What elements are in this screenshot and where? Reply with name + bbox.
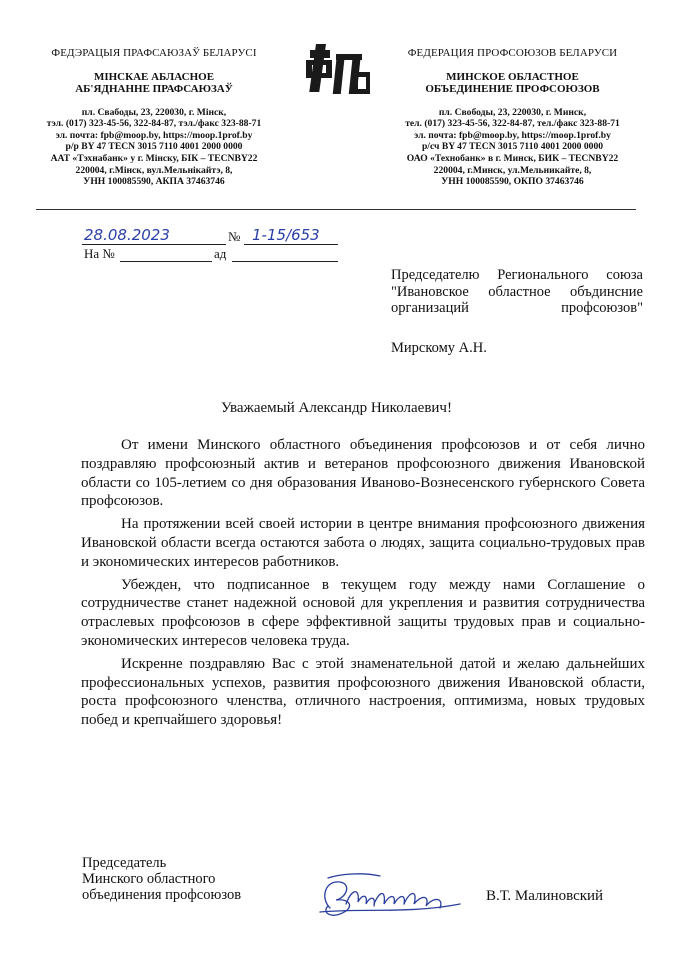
signatory-title-line2: Минского областного (82, 871, 216, 887)
handwritten-signature (300, 868, 480, 926)
reply-ad-label: ад (214, 246, 227, 261)
signatory-title-line3: объединения профсоюзов (82, 887, 242, 903)
signatory-name: В.Т. Малиновский (486, 888, 604, 904)
org-name-line2-by: АБ'ЯДНАННЕ ПРАФСАЮЗАЎ (75, 83, 233, 96)
addressee: Председателю Регионального союза "Ивановское областное объдинсние организаций профсоюзов" (391, 267, 643, 316)
fpb-logo (302, 44, 376, 104)
org-name-line1-by: МІНСКАЕ АБЛАСНОЕ (93, 70, 215, 83)
bank-ru: ОАО «Технобанк» в г. Минск, БИК – TECNBY22 (406, 152, 619, 164)
bank-address-ru: 220004, г.Минск, ул.Мельникайте, 8, (433, 164, 592, 176)
letter-date: 28.08.2023 (84, 226, 170, 244)
account-ru: р/сч BY 47 TECN 3015 7110 4001 2000 0000 (421, 141, 604, 153)
salutation: Уважаемый Александр Николаевич! (221, 400, 452, 416)
account-by: р/р BY 47 TECN 3015 7110 4001 2000 0000 (65, 141, 243, 153)
letter-body (81, 436, 645, 734)
reply-number-line (120, 260, 212, 262)
federation-name-ru: ФЕДЕРАЦИЯ ПРОФСОЮЗОВ БЕЛАРУСИ (407, 47, 618, 59)
reply-label: На № (84, 246, 115, 261)
email-ru: эл. почта: fpb@moop.by, https://moop.1prof.by (414, 129, 611, 141)
phone-by: тэл. (017) 323-45-56, 322-84-87, тэл./факс 323-88-71 (46, 118, 262, 130)
paragraph-3: Убежден, что подписанное в текущем году между нами Соглашение о сотрудничестве станет надежной основой для укрепления и развития сотрудничества отраслевых профсоюзов в сфере эффективной защиты трудовых прав и социально-экономических интересов человека труда. (81, 576, 645, 649)
email-by: эл. почта: fpb@moop.by, https://moop.1prof.by (55, 129, 253, 141)
letter-number: 1-15/653 (252, 226, 320, 244)
header-divider (36, 209, 636, 210)
header-left (18, 48, 290, 188)
bank-address-by: 220004, г.Мінск, вул.Мельнікайтэ, 8, (75, 164, 233, 176)
reply-date-line (232, 260, 338, 262)
address-by: пл. Свабоды, 23, 220030, г. Мінск, (81, 106, 227, 118)
signatory-title-line1: Председатель (82, 855, 167, 871)
paragraph-2: На протяжении всей своей истории в центре внимания профсоюзного движения Ивановской области всегда остаются забота о людях, защита социально-трудовых прав и экономических интересов работников. (81, 516, 645, 570)
number-label: № (228, 229, 241, 244)
paragraph-1: От имени Минского областного объединения профсоюзов и от себя лично поздравляю профсоюзный актив и ветеранов профсоюзного движения Ивановской области со 105-летием со дня образования Иваново-Вознесенского губернского Совета профсоюзов. (81, 437, 645, 510)
federation-name-by: ФЕДЭРАЦЫЯ ПРАФСАЮЗАЎ БЕЛАРУСІ (51, 47, 257, 59)
org-name-line1-ru: МИНСКОЕ ОБЛАСТНОЕ (446, 70, 579, 83)
address-ru: пл. Свободы, 23, 220030, г. Минск, (438, 106, 587, 118)
unp-ru: УНН 100085590, ОКПО 37463746 (441, 176, 584, 188)
addressee-name: Мирскому А.Н. (391, 340, 487, 356)
bank-by: ААТ «Тэхнабанк» у г. Мінску, БІК – TECNBY22 (50, 152, 258, 164)
paragraph-4: Искренне поздравляю Вас с этой знаменательной датой и желаю дальнейших профессиональных успехов, развития профсоюзного движения Ивановской области, роста профсоюзного членства, отличного настроения, оптимизма, новых трудовых побед и крепчайшего здоровья! (81, 655, 645, 729)
signatory-title (82, 855, 241, 903)
phone-ru: тел. (017) 323-45-56, 322-84-87, тел./факс 323-88-71 (405, 118, 620, 130)
org-name-line2-ru: ОБЪЕДИНЕНИЕ ПРОФСОЮЗОВ (425, 83, 600, 96)
header-right (370, 48, 655, 188)
unp-by: УНН 100085590, АКПА 37463746 (83, 176, 225, 188)
